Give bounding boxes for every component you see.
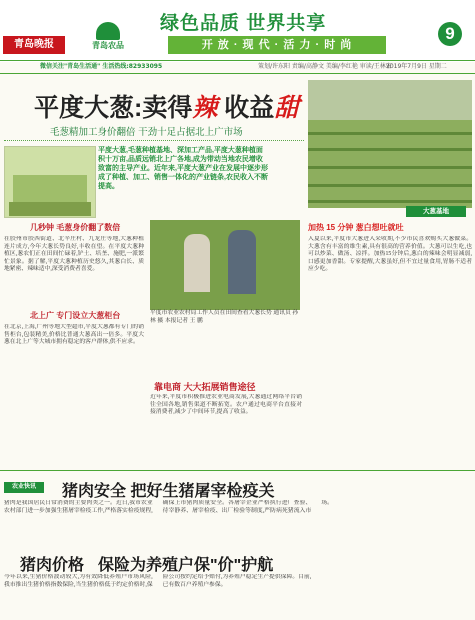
pork-price-headline — [20, 552, 273, 575]
section-divider — [0, 470, 475, 471]
section-heading-a: 几秒钟 毛葱身价翻了数倍 — [30, 223, 121, 232]
section-heading-c: 靠电商 大大拓展销售途径 — [154, 382, 256, 392]
slogan-bar: 开 放 · 现 代 · 活 力 · 时 尚 — [168, 36, 386, 54]
headline-red-char-1: 辣 — [192, 94, 218, 122]
farmers-in-field-photo — [150, 220, 300, 310]
brand-logo-block — [78, 22, 138, 54]
headline-part-2: 收益 — [217, 94, 275, 122]
insurance-subtitle: 保险为养殖户保"价"护航 — [98, 557, 274, 574]
section-heading-b: 北上广 专门设立大葱柜台 — [30, 311, 121, 320]
article-body-1: 在胶州市胶西街道、北辛庄村、九龙庄等地,大葱种植连片成方,今年大葱长势良好,丰收在望。在平度大葱种植区,葱农们正在田间忙碌着,铲土、培垄、施肥,一派繁忙景象。据了解,平度大葱种植历史悠久,其葱白长、质地紧密、辣味适中,深受消费者喜爱。 — [4, 236, 144, 273]
lead-paragraph: 平度大葱,毛葱种植基地、深加工产品,平度大葱种植面积十万亩,品质远销北上广各地,成为带动当地农民增收致富的主导产业。近年来,平度大葱产业在发展中逐步形成了种植、加工、销售一体化的产业链条,农民收入不断提高。 — [98, 147, 268, 190]
section-heading-d: 加热 15 分钟 葱白想吐就吐 — [308, 223, 404, 232]
farm-photo-caption: 平度市农业农村局工作人员在田间查看大葱长势 通讯员 孙 林 摄 本报记者 王 鹏 — [150, 310, 299, 324]
headline-part-1: 平度大葱:卖得 — [34, 94, 193, 122]
leaf-logo-icon — [96, 22, 120, 40]
issue-date: 2019年7月9日 星期二 — [386, 63, 447, 70]
headline-divider — [4, 140, 304, 141]
sub-headline: 毛葱精加工身价翻倍 干劲十足占据北上广市场 — [50, 127, 243, 138]
cooking-tips-body: 入夏以来,平度市大葱进入采收期,不少市民喜欢购买大葱做菜。大葱含有丰富的维生素,具有很高的营养价值。大葱可以生吃,也可以炒菜、做汤、凉拌。加热15分钟后,葱白的辣味会明显减弱,口感更加香甜。专家提醒,大葱虽好,但不宜过量食用,胃肠不适者应少吃。 — [308, 236, 472, 273]
headline-red-char-2: 甜 — [274, 94, 300, 122]
newspaper-badge: 青岛晚报 — [3, 36, 65, 54]
pork-price-title: 猪肉价格 — [20, 557, 85, 574]
article-body-2: 在北京,上海,广州等地大型超市,平度大葱都有专门的销售柜台,包装精美,价格比普通大葱高出一倍多。平度大葱在北上广等大城市拥有稳定的客户群体,供不应求。 — [4, 324, 144, 346]
scallion-field-photo — [308, 80, 472, 208]
page-number: 9 — [438, 22, 462, 46]
photo-caption-tag: 大葱基地 — [406, 206, 466, 217]
brand-name: 青岛农品 — [92, 41, 124, 50]
info-bar — [0, 60, 475, 74]
main-headline — [34, 88, 299, 124]
pork-safety-body: 猪肉是我国居民日常消费的主要肉类之一。近日,我市农业农村部门进一步加强生猪屠宰检疫工作,严格落实检疫规程,确保上市猪肉质量安全。各屠宰企业严格执行进厂查验、待宰静养、屠宰检疫、出厂检验等制度,严防病死猪流入市场。 — [4, 500, 333, 514]
page-banner-title: 绿色品质 世界共享 — [160, 13, 327, 34]
pork-safety-headline: 猪肉安全 把好生猪屠宰检疫关 — [62, 483, 275, 500]
news-tag: 农业快讯 — [4, 482, 44, 493]
editor-credits: 策划/许东阳 责编/高静文 美编/李红艳 审读/王林宏 — [258, 63, 392, 70]
hotline-text: 微信关注"青岛生活通" 生活热线:82933095 — [40, 63, 163, 70]
insurance-body: 今年以来,生猪价格波动较大,为有效降低养殖户市场风险,我市推出生猪价格指数保险,当生猪价格低于约定价格时,保险公司按约定给予赔付,为养殖户稳定生产提供保障。目前,已有数百户养殖户参保。 — [4, 574, 312, 588]
scallion-bundle-photo — [4, 146, 96, 218]
article-body-3: 近年来,平度市积极推进农业电商发展,大葱通过网络平台销往全国各地,销售渠道不断拓宽。农户通过电商平台直接对接消费者,减少了中间环节,提高了收益。 — [150, 394, 302, 416]
